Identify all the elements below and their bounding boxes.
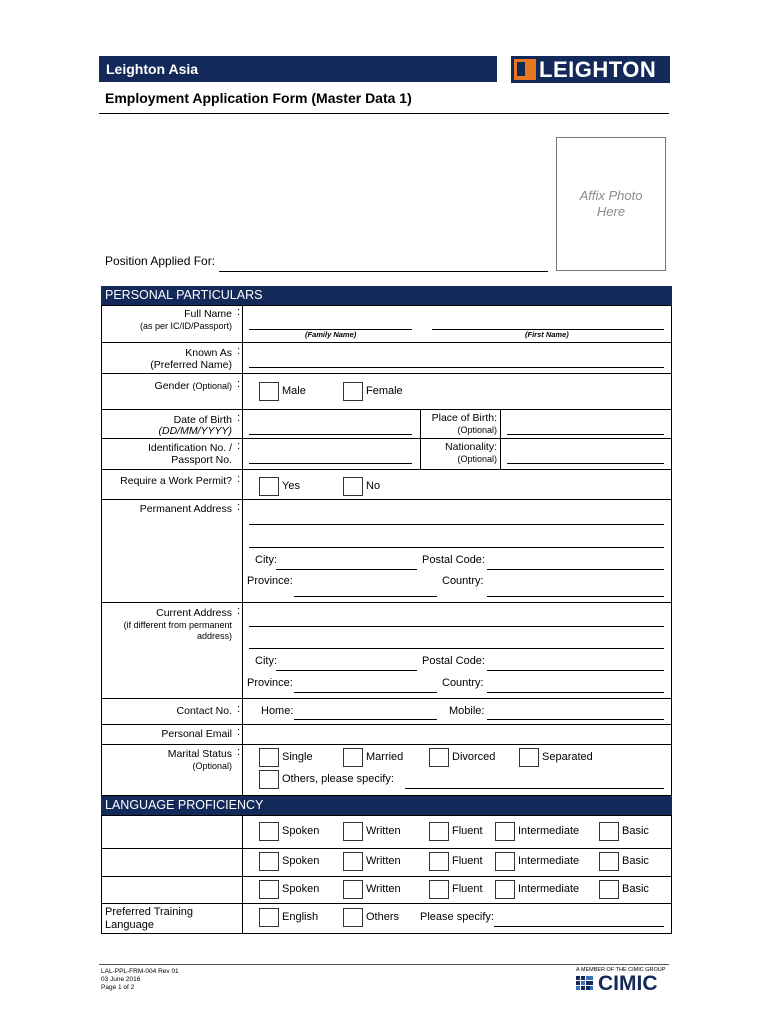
male-checkbox[interactable] xyxy=(259,382,279,401)
cimic-logo-icon xyxy=(576,976,594,994)
perm-city-input[interactable] xyxy=(276,569,417,570)
married-checkbox[interactable] xyxy=(343,748,363,767)
gender-label: Gender (Optional) xyxy=(154,380,232,392)
personal-particulars-heading: PERSONAL PARTICULARS xyxy=(101,286,672,305)
email-input[interactable] xyxy=(243,725,671,744)
lang-3-spoken-label: Spoken xyxy=(282,883,320,895)
work-permit-no-checkbox[interactable] xyxy=(343,477,363,496)
no-label: No xyxy=(366,480,381,492)
language-proficiency-heading: LANGUAGE PROFICIENCY xyxy=(101,796,672,815)
cur-address-line2[interactable] xyxy=(249,648,664,649)
lang-3-intermediate-label: Intermediate xyxy=(518,883,580,895)
known-as-sub: (Preferred Name) xyxy=(150,359,232,371)
photo-box[interactable]: Affix Photo Here xyxy=(556,137,666,271)
cimic-member-text: A MEMBER OF THE CIMIC GROUP xyxy=(576,967,666,973)
id-input[interactable] xyxy=(249,463,412,464)
mobile-phone-input[interactable] xyxy=(487,719,664,720)
pob-input[interactable] xyxy=(507,434,664,435)
cur-country-input[interactable] xyxy=(487,692,664,693)
id-label: Identification No. / xyxy=(147,442,232,454)
separated-checkbox[interactable] xyxy=(519,748,539,767)
nationality-optional: (Optional) xyxy=(457,454,497,464)
single-checkbox[interactable] xyxy=(259,748,279,767)
lang-1-intermediate-label: Intermediate xyxy=(518,825,580,837)
perm-address-line1[interactable] xyxy=(249,524,664,525)
title-divider xyxy=(99,113,669,114)
divorced-checkbox[interactable] xyxy=(429,748,449,767)
home-phone-input[interactable] xyxy=(294,719,437,720)
perm-postal-input[interactable] xyxy=(487,569,664,570)
footer-divider xyxy=(99,964,669,965)
marital-label: Marital Status xyxy=(167,748,232,760)
current-address-label: Current Address xyxy=(156,607,232,619)
lang-3-spoken-checkbox[interactable] xyxy=(259,880,279,899)
family-name-caption: (Family Name) xyxy=(305,330,357,339)
cur-city-input[interactable] xyxy=(276,670,417,671)
language-specify-input[interactable] xyxy=(494,926,664,927)
work-permit-yes-checkbox[interactable] xyxy=(259,477,279,496)
dob-format: (DD/MM/YYYY) xyxy=(158,425,232,437)
language-name-input-1[interactable] xyxy=(102,816,241,842)
lang-2-written-checkbox[interactable] xyxy=(343,852,363,871)
preferred-training-label: Preferred Training Language xyxy=(105,906,194,931)
lang-1-written-checkbox[interactable] xyxy=(343,822,363,841)
full-name-sub: (as per IC/ID/Passport) xyxy=(139,321,232,331)
yes-label: Yes xyxy=(282,480,300,492)
dob-input[interactable] xyxy=(249,434,412,435)
others-language-checkbox[interactable] xyxy=(343,908,363,927)
language-name-input-2[interactable] xyxy=(102,846,241,872)
dob-label: Date of Birth xyxy=(173,414,232,426)
female-label: Female xyxy=(366,385,403,397)
lang-2-basic-label: Basic xyxy=(622,855,649,867)
perm-province-input[interactable] xyxy=(294,596,437,597)
pob-label: Place of Birth: xyxy=(431,412,497,424)
form-title: Employment Application Form (Master Data 1) xyxy=(105,90,412,106)
lang-2-spoken-label: Spoken xyxy=(282,855,320,867)
lang-1-spoken-label: Spoken xyxy=(282,825,320,837)
first-name-caption: (First Name) xyxy=(525,330,569,339)
logo-text: LEIGHTON xyxy=(539,57,657,82)
nationality-label: Nationality: xyxy=(445,441,497,453)
cimic-logo-text: CIMIC xyxy=(598,972,658,995)
cur-province-input[interactable] xyxy=(294,692,437,693)
lang-1-intermediate-checkbox[interactable] xyxy=(495,822,515,841)
work-permit-label: Require a Work Permit? xyxy=(120,475,232,487)
lang-2-intermediate-label: Intermediate xyxy=(518,855,580,867)
full-name-label: Full Name xyxy=(184,308,232,320)
position-label: Position Applied For: xyxy=(105,254,216,268)
others-marital-checkbox[interactable] xyxy=(259,770,279,789)
lang-2-spoken-checkbox[interactable] xyxy=(259,852,279,871)
lang-3-intermediate-checkbox[interactable] xyxy=(495,880,515,899)
logo-mark-icon xyxy=(514,59,536,80)
leighton-logo xyxy=(511,56,670,83)
personal-table xyxy=(101,305,672,796)
nationality-input[interactable] xyxy=(507,463,664,464)
contact-label: Contact No. xyxy=(176,705,232,717)
lang-2-intermediate-checkbox[interactable] xyxy=(495,852,515,871)
permanent-address-label: Permanent Address xyxy=(139,503,232,515)
male-label: Male xyxy=(282,385,306,397)
perm-address-line2[interactable] xyxy=(249,547,664,548)
lang-1-spoken-checkbox[interactable] xyxy=(259,822,279,841)
lang-3-basic-checkbox[interactable] xyxy=(599,880,619,899)
lang-3-written-label: Written xyxy=(366,883,401,895)
lang-2-basic-checkbox[interactable] xyxy=(599,852,619,871)
company-banner: Leighton Asia xyxy=(99,56,497,82)
female-checkbox[interactable] xyxy=(343,382,363,401)
pob-optional: (Optional) xyxy=(457,425,497,435)
lang-2-written-label: Written xyxy=(366,855,401,867)
email-label: Personal Email xyxy=(161,728,232,740)
cur-address-line1[interactable] xyxy=(249,626,664,627)
language-name-input-3[interactable] xyxy=(102,874,241,900)
lang-3-written-checkbox[interactable] xyxy=(343,880,363,899)
known-as-label: Known As xyxy=(185,347,232,359)
lang-3-fluent-label: Fluent xyxy=(452,883,483,895)
lang-1-fluent-checkbox[interactable] xyxy=(429,822,449,841)
lang-3-basic-label: Basic xyxy=(622,883,649,895)
lang-1-written-label: Written xyxy=(366,825,401,837)
lang-2-fluent-label: Fluent xyxy=(452,855,483,867)
passport-label: Passport No. xyxy=(171,454,232,466)
cur-postal-input[interactable] xyxy=(487,670,664,671)
english-checkbox[interactable] xyxy=(259,908,279,927)
label-column-divider xyxy=(242,305,243,796)
others-marital-input[interactable] xyxy=(405,788,664,789)
known-as-input[interactable] xyxy=(249,367,664,368)
lang-1-fluent-label: Fluent xyxy=(452,825,483,837)
perm-country-input[interactable] xyxy=(487,596,664,597)
lang-3-fluent-checkbox[interactable] xyxy=(429,880,449,899)
footer-meta: LAL-PPL-FRM-004 Rev 01 03 June 2016 Page 1 of 2 xyxy=(101,968,179,991)
position-input[interactable] xyxy=(219,271,548,272)
lang-1-basic-label: Basic xyxy=(622,825,649,837)
lang-2-fluent-checkbox[interactable] xyxy=(429,852,449,871)
lang-1-basic-checkbox[interactable] xyxy=(599,822,619,841)
